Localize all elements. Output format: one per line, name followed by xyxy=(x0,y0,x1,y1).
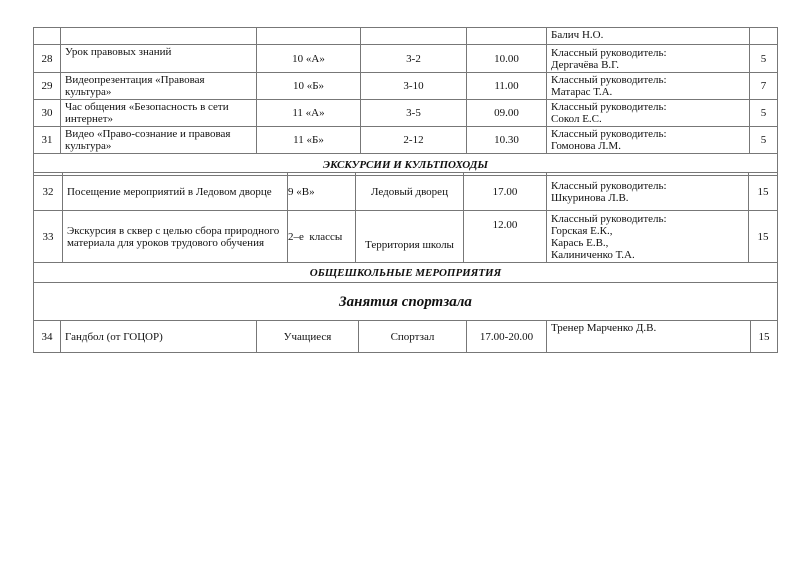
time-cell: 10.30 xyxy=(467,127,547,154)
event-cell: Видеопрезентация «Правовая культура» xyxy=(61,73,257,100)
table-row xyxy=(34,28,778,45)
event-cell: Гандбол (от ГОЦОР) xyxy=(61,321,257,353)
section-row xyxy=(34,283,778,321)
responsible-line: Сокол Е.С. xyxy=(551,113,602,125)
responsible-line: Шкуринова Л.В. xyxy=(551,191,629,204)
participants-cell: 9 «В» xyxy=(288,173,356,211)
place-cell: 3-2 xyxy=(361,45,467,73)
count-cell: 5 xyxy=(750,45,778,73)
section-heading-excursions: ЭКСКУРСИИ И КУЛЬТПОХОДЫ xyxy=(34,154,778,176)
section-heading-gym: Занятия спортзала xyxy=(34,283,778,321)
responsible-line: Классный руководитель: xyxy=(551,179,667,192)
time-cell: 12.00 xyxy=(464,211,547,263)
responsible-line: Классный руководитель: xyxy=(551,46,667,59)
table-row xyxy=(34,73,778,100)
responsible-cell xyxy=(547,45,750,73)
responsible-cell xyxy=(547,100,750,127)
row-number: 32 xyxy=(34,173,63,211)
count-cell: 15 xyxy=(749,211,778,263)
table-row xyxy=(34,100,778,127)
participants-cell: 2–е классы xyxy=(288,211,356,263)
responsible-line: Классный руководитель: xyxy=(551,128,667,140)
place-cell: Территория школы xyxy=(356,211,464,263)
time-cell: 11.00 xyxy=(467,73,547,100)
time-cell: 17.00 xyxy=(464,173,547,211)
responsible-cell: Балич Н.О. xyxy=(547,28,750,45)
responsible-cell: Тренер Марченко Д.В. xyxy=(547,321,751,353)
place-cell: Спортзал xyxy=(359,321,467,353)
row-number: 29 xyxy=(34,73,61,100)
count-cell: 15 xyxy=(751,321,778,353)
responsible-line: Классный руководитель: xyxy=(551,101,667,113)
count-cell: 5 xyxy=(750,100,778,127)
responsible-line: Дергачёва В.Г. xyxy=(551,58,620,71)
event-cell: Экскурсия в сквер с целью сбора природного материала для уроков трудового обучения xyxy=(63,211,288,263)
table-row xyxy=(34,321,778,353)
row-number: 33 xyxy=(34,211,63,263)
place-cell: 3-10 xyxy=(361,73,467,100)
responsible-line: Гомонова Л.М. xyxy=(551,140,621,152)
responsible-cell xyxy=(547,127,750,154)
place-cell: Ледовый дворец xyxy=(356,173,464,211)
event-cell: Видео «Право-сознание и правовая культура» xyxy=(61,127,257,154)
section-heading-school: ОБЩЕШКОЛЬНЫЕ МЕРОПРИЯТИЯ xyxy=(34,263,778,283)
row-number: 34 xyxy=(34,321,61,353)
place-cell: 2-12 xyxy=(361,127,467,154)
responsible-line: Классный руководитель: xyxy=(551,212,667,225)
event-cell: Посещение мероприятий в Ледовом дворце xyxy=(63,173,288,211)
responsible-line: Матарас Т.А. xyxy=(551,86,613,98)
participants-cell: Учащиеся xyxy=(257,321,359,353)
table-row xyxy=(34,211,778,263)
time-cell: 10.00 xyxy=(467,45,547,73)
participants-cell: 10 «А» xyxy=(257,45,361,73)
count-cell: 7 xyxy=(750,73,778,100)
row-number: 31 xyxy=(34,127,61,154)
event-cell: Час общения «Безопасность в сети интернет» xyxy=(61,100,257,127)
participants-cell: 10 «Б» xyxy=(257,73,361,100)
events-table-gym xyxy=(33,320,778,353)
time-cell: 09.00 xyxy=(467,100,547,127)
responsible-line: Карась Е.В., xyxy=(551,236,609,249)
participants-cell: 11 «А» xyxy=(257,100,361,127)
event-cell: Урок правовых знаний xyxy=(61,45,257,73)
table-row xyxy=(34,127,778,154)
responsible-line: Классный руководитель: xyxy=(551,74,667,86)
responsible-line: Калиниченко Т.А. xyxy=(551,248,635,261)
row-number: 28 xyxy=(34,45,61,73)
table-row xyxy=(34,45,778,73)
events-table-excursions xyxy=(33,172,778,321)
table-row xyxy=(34,173,778,211)
time-cell: 17.00-20.00 xyxy=(467,321,547,353)
place-cell: 3-5 xyxy=(361,100,467,127)
participants-cell: 11 «Б» xyxy=(257,127,361,154)
section-row xyxy=(34,263,778,283)
responsible-cell xyxy=(547,173,749,211)
row-number: 30 xyxy=(34,100,61,127)
responsible-line: Горская Е.К., xyxy=(551,224,613,237)
responsible-cell xyxy=(547,73,750,100)
events-table-top xyxy=(33,27,778,176)
count-cell: 15 xyxy=(749,173,778,211)
responsible-cell xyxy=(547,211,749,263)
count-cell: 5 xyxy=(750,127,778,154)
